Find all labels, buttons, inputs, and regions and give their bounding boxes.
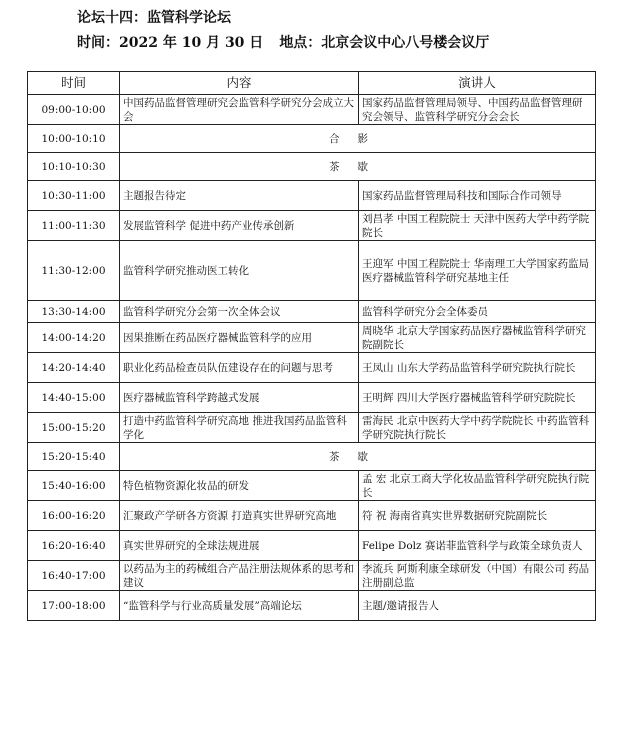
table-row: [28, 211, 596, 241]
cell-time: 14:20-14:40: [28, 353, 120, 383]
cell-time: 10:30-11:00: [28, 181, 120, 211]
cell-merged: 茶歇: [120, 443, 596, 471]
cell-content: 医疗器械监管科学跨越式发展: [120, 383, 359, 413]
cell-speaker: 国家药品监督管理局领导、中国药品监督管理研究会领导、监管科学研究分会会长: [359, 95, 596, 125]
cell-content: 中国药品监督管理研究会监管科学研究分会成立大会: [120, 95, 359, 125]
table-row: [28, 153, 596, 181]
cell-time: 11:00-11:30: [28, 211, 120, 241]
schedule-table: [27, 71, 596, 621]
cell-speaker: 刘昌孝 中国工程院院士 天津中医药大学中药学院院长: [359, 211, 596, 241]
table-row: [28, 241, 596, 301]
cell-speaker: 王凤山 山东大学药品监管科学研究院执行院长: [359, 353, 596, 383]
cell-content: 因果推断在药品医疗器械监管科学的应用: [120, 323, 359, 353]
cell-content: 监管科学研究推动医工转化: [120, 241, 359, 301]
cell-time: 16:00-16:20: [28, 501, 120, 531]
table-row: [28, 443, 596, 471]
forum-time: 时间：2022 年 10 月 30 日: [77, 35, 264, 51]
table-row: [28, 531, 596, 561]
cell-speaker: 孟 宏 北京工商大学化妆品监管科学研究院执行院长: [359, 471, 596, 501]
cell-speaker: 监管科学研究分会全体委员: [359, 301, 596, 323]
cell-merged: 合影: [120, 125, 596, 153]
cell-speaker: Felipe Dolz 赛诺菲监管科学与政策全球负责人: [359, 531, 596, 561]
cell-speaker: 国家药品监督管理局科技和国际合作司领导: [359, 181, 596, 211]
cell-time: 14:40-15:00: [28, 383, 120, 413]
cell-speaker: 符 祝 海南省真实世界数据研究院副院长: [359, 501, 596, 531]
cell-content: “监管科学与行业高质量发展”高端论坛: [120, 591, 359, 621]
table-row: [28, 301, 596, 323]
cell-content: 打造中药监管科学研究高地 推进我国药品监管科学化: [120, 413, 359, 443]
cell-content: 监管科学研究分会第一次全体会议: [120, 301, 359, 323]
forum-place: 地点：北京会议中心八号楼会议厅: [279, 35, 490, 51]
cell-time: 10:00-10:10: [28, 125, 120, 153]
cell-content: 主题报告待定: [120, 181, 359, 211]
table-row: [28, 413, 596, 443]
cell-time: 15:00-15:20: [28, 413, 120, 443]
cell-time: 15:20-15:40: [28, 443, 120, 471]
table-row: [28, 125, 596, 153]
table-row: [28, 95, 596, 125]
table-row: [28, 471, 596, 501]
cell-content: 汇聚政产学研各方资源 打造真实世界研究高地: [120, 501, 359, 531]
table-row: [28, 501, 596, 531]
cell-speaker: 王明辉 四川大学医疗器械监管科学研究院院长: [359, 383, 596, 413]
cell-time: 15:40-16:00: [28, 471, 120, 501]
cell-time: 09:00-10:00: [28, 95, 120, 125]
cell-content: 职业化药品检查员队伍建设存在的问题与思考: [120, 353, 359, 383]
header-content: 内容: [120, 72, 359, 95]
cell-time: 17:00-18:00: [28, 591, 120, 621]
cell-content: 发展监管科学 促进中药产业传承创新: [120, 211, 359, 241]
forum-title: 论坛十四：监管科学论坛: [77, 10, 231, 26]
forum-meta: [77, 35, 489, 52]
table-row: [28, 561, 596, 591]
cell-content: 以药品为主的药械组合产品注册法规体系的思考和建议: [120, 561, 359, 591]
cell-merged: 茶歇: [120, 153, 596, 181]
cell-content: 特色植物资源化妆品的研发: [120, 471, 359, 501]
cell-speaker: 王迎军 中国工程院院士 华南理工大学国家药监局医疗器械监管科学研究基地主任: [359, 241, 596, 301]
table-row: [28, 181, 596, 211]
cell-time: 16:20-16:40: [28, 531, 120, 561]
header-speaker: 演讲人: [359, 72, 596, 95]
table-row: [28, 591, 596, 621]
table-row: [28, 323, 596, 353]
cell-speaker: 周晓华 北京大学国家药品医疗器械监管科学研究院副院长: [359, 323, 596, 353]
table-row: [28, 383, 596, 413]
cell-speaker: 雷海民 北京中医药大学中药学院院长 中药监管科学研究院执行院长: [359, 413, 596, 443]
cell-time: 11:30-12:00: [28, 241, 120, 301]
table-row: [28, 353, 596, 383]
header-time: 时间: [28, 72, 120, 95]
cell-time: 13:30-14:00: [28, 301, 120, 323]
cell-time: 14:00-14:20: [28, 323, 120, 353]
cell-time: 16:40-17:00: [28, 561, 120, 591]
cell-speaker: 李流兵 阿斯利康全球研发（中国）有限公司 药品注册副总监: [359, 561, 596, 591]
cell-time: 10:10-10:30: [28, 153, 120, 181]
cell-speaker: 主题/邀请报告人: [359, 591, 596, 621]
cell-content: 真实世界研究的全球法规进展: [120, 531, 359, 561]
